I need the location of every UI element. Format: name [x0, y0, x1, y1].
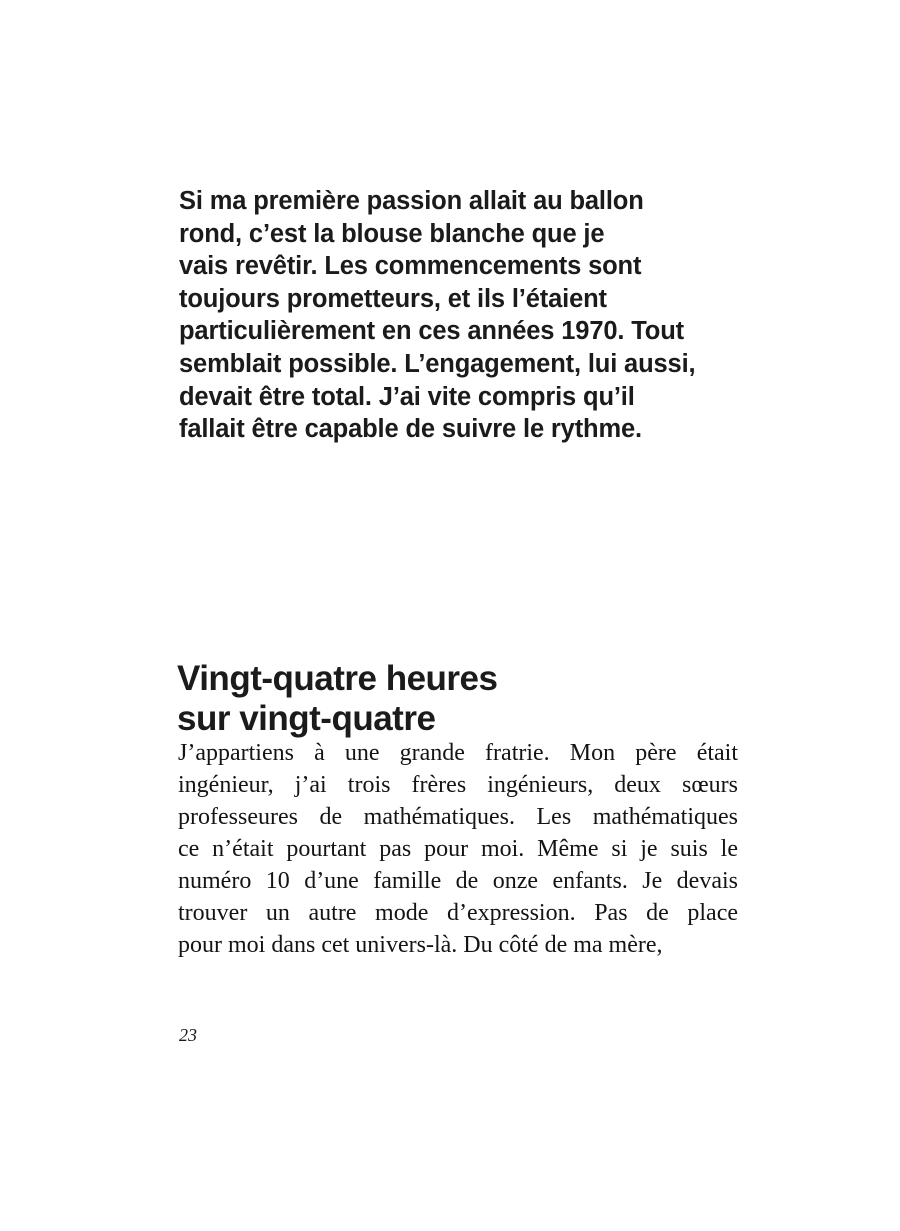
epigraph-block — [179, 185, 759, 446]
epigraph-line: rond, c’est la blouse blanche que je — [179, 219, 605, 248]
chapter-title-line: Vingt-quatre heures — [177, 659, 498, 699]
chapter-title-line: sur vingt-quatre — [177, 699, 436, 739]
chapter-title — [177, 659, 757, 739]
epigraph-line: semblait possible. L’engagement, lui aussi, — [179, 349, 696, 378]
body-line: numéro 10 d’une famille de onze enfants. Je devais — [178, 868, 738, 894]
epigraph-line: fallait être capable de suivre le rythme. — [179, 415, 642, 444]
body-line: ingénieur, j’ai trois frères ingénieurs, deux sœurs — [178, 772, 738, 798]
epigraph-line: Si ma première passion allait au ballon — [179, 187, 644, 215]
epigraph-line: vais revêtir. Les commencements sont — [179, 252, 642, 281]
body-line: pour moi dans cet univers-là. Du côté de ma mère, — [178, 932, 663, 958]
body-line: trouver un autre mode d’expression. Pas de place — [178, 900, 738, 926]
epigraph-line: particulièrement en ces années 1970. Tout — [179, 317, 684, 346]
body-paragraph — [178, 737, 738, 961]
body-line: ce n’était pourtant pas pour moi. Même si je suis le — [178, 836, 738, 862]
epigraph-line: toujours prometteurs, et ils l’étaient — [179, 284, 607, 313]
body-line: professeures de mathématiques. Les mathématiques — [178, 804, 738, 830]
page-number: 23 — [179, 1025, 197, 1045]
body-line: J’appartiens à une grande fratrie. Mon père était — [178, 740, 738, 766]
epigraph-line: devait être total. J’ai vite compris qu’il — [179, 382, 635, 411]
